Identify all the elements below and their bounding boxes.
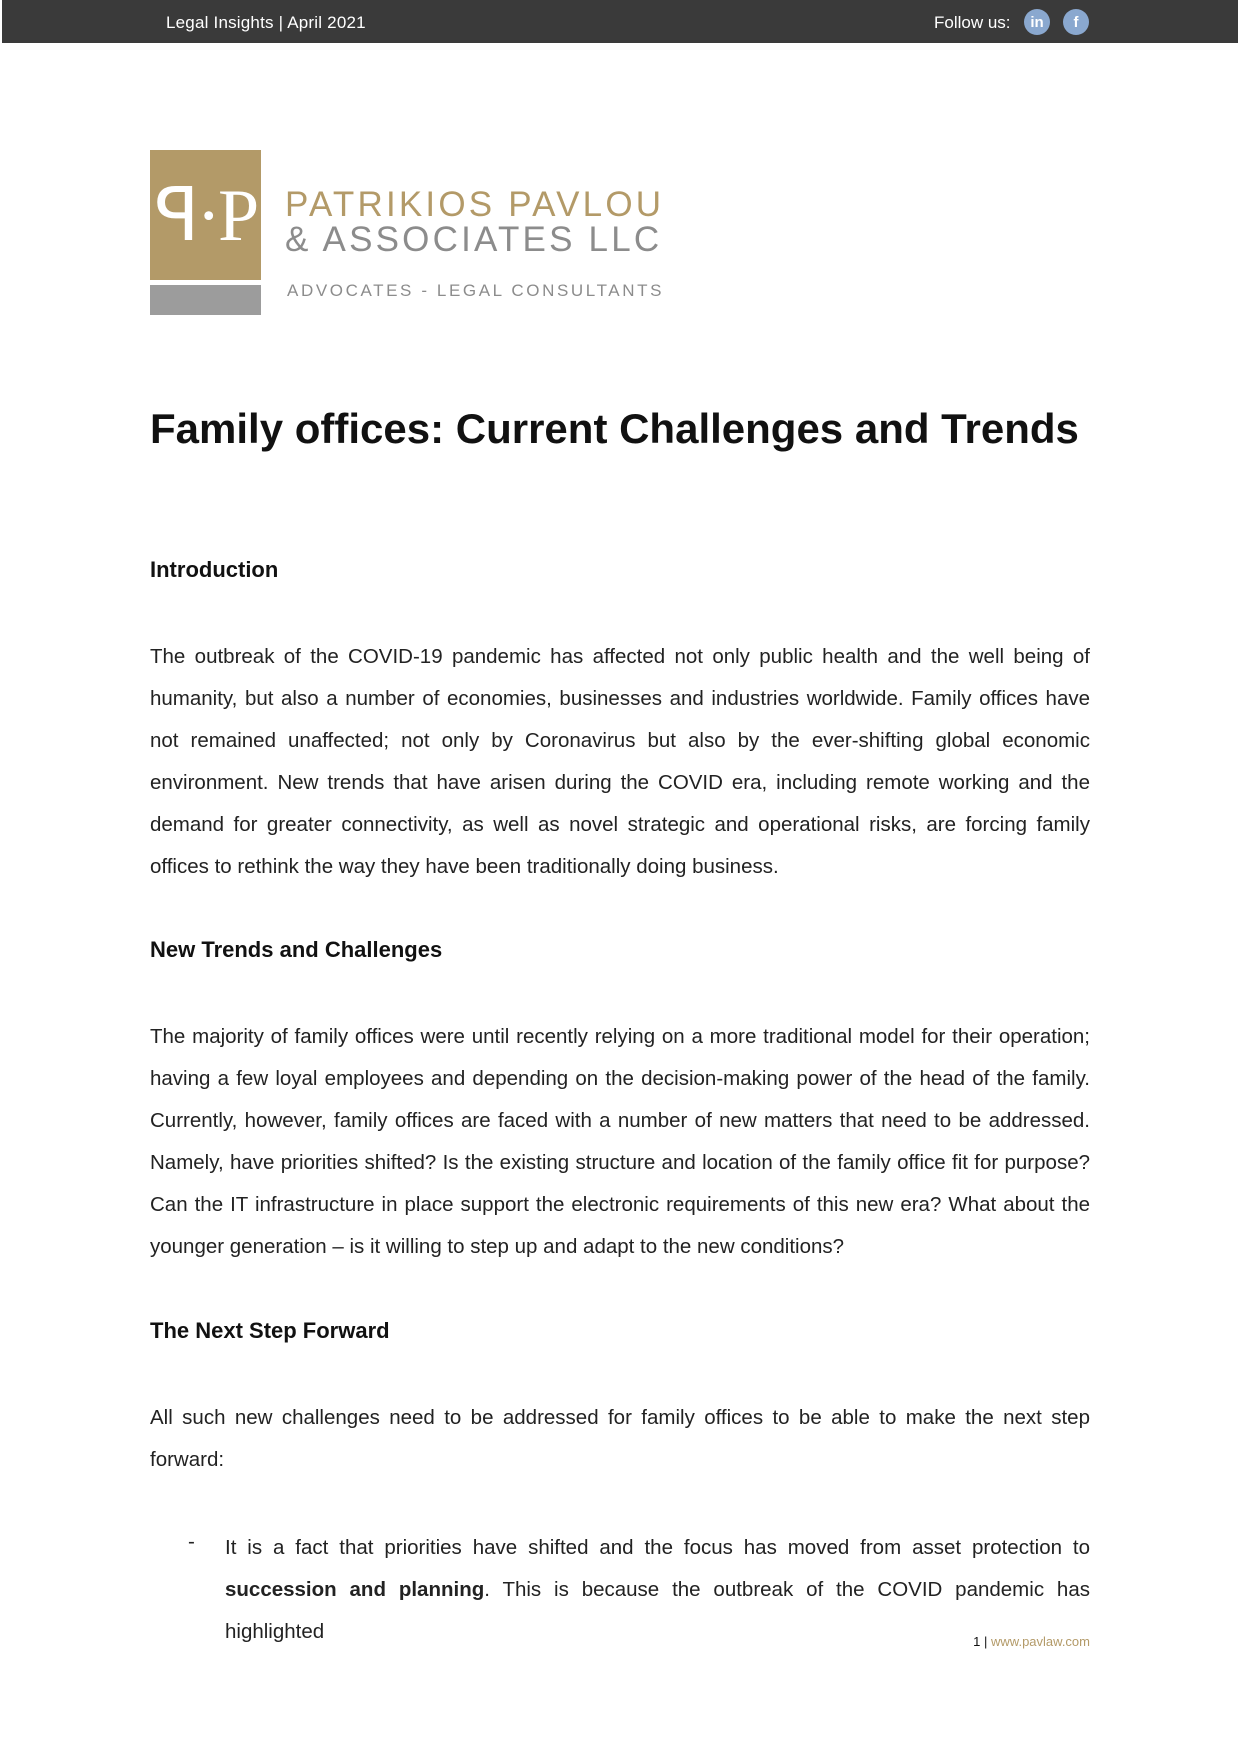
- section-paragraph-new-trends: The majority of family offices were until recently relying on a more traditional model for their operation; having a few loyal employees and depending on the decision-making power of the head of the family. Currently, however, family offices are faced with a number of new matters that need to be addressed. Namely, have priorities shifted? Is the existing structure and location of the family office fit for purpose? Can the IT infrastructure in place support the electronic requirements of this new era? What about the younger generation – is it willing to step up and adapt to the new conditions?: [150, 1025, 1090, 1258]
- article-title: Family offices: Current Challenges and Trends: [150, 405, 1079, 452]
- section-heading-introduction: Introduction: [150, 557, 279, 582]
- bullet-dash: -: [188, 1530, 195, 1553]
- logo-monogram: ꟼ·P: [150, 150, 261, 280]
- section-heading-new-trends: New Trends and Challenges: [150, 937, 443, 962]
- section-heading-next-step: The Next Step Forward: [150, 1318, 390, 1343]
- logo-grey-bar: [150, 285, 261, 315]
- section-paragraph-introduction: The outbreak of the COVID-19 pandemic has affected not only public health and the well being of humanity, but also a number of economies, businesses and industries worldwide. Family offices have not remained unaffected; not only by Coronavirus but also by the ever-shifting global economic environment. New trends that have arisen during the COVID era, including remote working and the demand for greater connectivity, as well as novel strategic and operational risks, are forcing family offices to rethink the way they have been traditionally doing business.: [150, 645, 1090, 878]
- linkedin-icon[interactable]: in: [1024, 9, 1050, 35]
- footer-separator: |: [984, 1634, 988, 1649]
- bullet-bold-text: succession and planning: [225, 1578, 485, 1601]
- company-logo: [150, 150, 665, 315]
- bullet-text-before: It is a fact that priorities have shifted and the focus has moved from asset protection to: [225, 1536, 1090, 1559]
- logo-name-line2: & ASSOCIATES LLC: [285, 220, 663, 259]
- logo-tagline: ADVOCATES - LEGAL CONSULTANTS: [287, 281, 665, 300]
- bullet-text-after: . This is because the outbreak of the COVID pandemic has highlighted: [225, 1578, 1090, 1643]
- page-footer: [900, 1634, 1090, 1649]
- publication-label: Legal Insights | April 2021: [166, 13, 366, 32]
- follow-label: Follow us:: [934, 13, 1011, 32]
- footer-website-link[interactable]: www.pavlaw.com: [991, 1634, 1090, 1649]
- page-number: 1: [973, 1634, 981, 1649]
- facebook-icon[interactable]: f: [1063, 9, 1089, 35]
- section-paragraph-next-step: All such new challenges need to be addressed for family offices to be able to make the next step forward:: [150, 1406, 1090, 1471]
- logo-name-line1: PATRIKIOS PAVLOU: [285, 185, 665, 224]
- top-bar: [2, 0, 1238, 43]
